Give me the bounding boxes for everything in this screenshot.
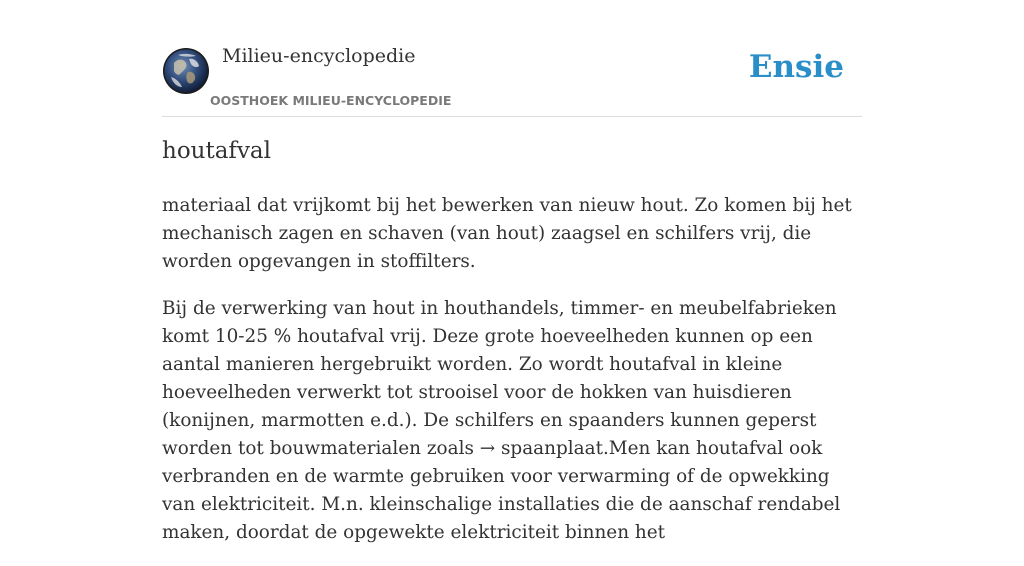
page	[162, 0, 862, 543]
article-paragraph: materiaal dat vrijkomt bij het bewerken van nieuw hout. Zo komen bij het mechanisch zagen en schaven (van hout) zaagsel en schilfers vrij, die worden opgevangen in stoffilters.	[162, 195, 852, 272]
site-header	[162, 0, 862, 117]
article-body	[162, 192, 862, 566]
earth-globe-icon[interactable]	[162, 47, 210, 95]
site-subtitle[interactable]: OOSTHOEK MILIEU-ENCYCLOPEDIE	[210, 93, 452, 108]
site-name[interactable]: Milieu-encyclopedie	[222, 45, 416, 67]
article-paragraph: Bij de verwerking van hout in houthandels, timmer- en meubelfabrieken komt 10-25 % houtafval vrij. Deze grote hoeveelheden kunnen op een aantal manieren hergebruikt worden. Zo wordt houtafval in kleine hoeveelheden verwerkt tot strooisel voor de hokken van huisdieren (konijnen, marmotten e.d.). De schilfers en spaanders kunnen geperst worden tot bouwmaterialen zoals → spaanplaat.Men kan houtafval ook verbranden en de warmte gebruiken voor verwarming of de opwekking van elektriciteit. M.n. kleinschalige installaties die de aanschaf rendabel maken, doordat de opgewekte elektriciteit binnen het	[162, 298, 841, 543]
article-title: houtafval	[162, 138, 272, 164]
ensie-logo[interactable]: Ensie	[748, 49, 844, 85]
